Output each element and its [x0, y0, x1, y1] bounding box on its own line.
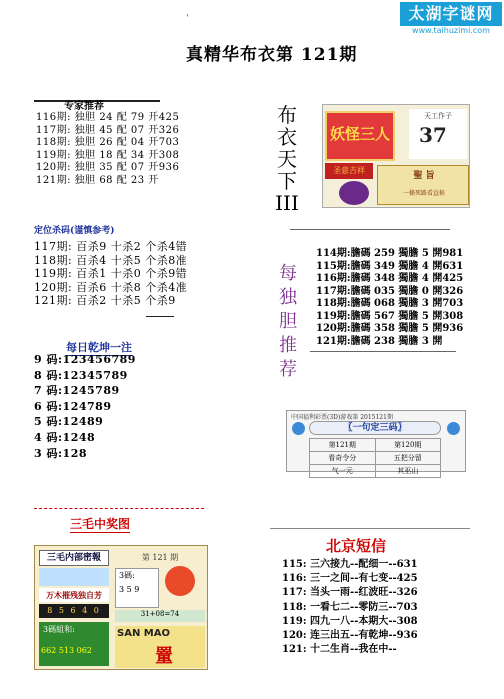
- vertical-char: III: [275, 191, 299, 215]
- sanmao-r4b: 罿: [155, 646, 173, 667]
- edict-title: 聖 旨: [413, 171, 435, 181]
- duodan-vertical-title: [275, 262, 301, 382]
- list-item: 117: 当头一雨--红波旺--326: [282, 587, 418, 599]
- globe-icon: [447, 422, 460, 435]
- sanmao-r2a: 3碼:: [119, 571, 135, 580]
- sanmao-l5a: 3碼組和:: [43, 625, 75, 634]
- list-item: 116期:膽碼 348 獨膽 4 開425: [316, 273, 464, 284]
- vertical-char: 天: [277, 147, 297, 171]
- sanmao-l5-box: [39, 622, 109, 666]
- list-item: 5 码:12489: [34, 415, 104, 429]
- list-item: 119期: 百杀1 十杀0 个杀9错: [34, 267, 188, 280]
- fc3d-picture: [286, 410, 466, 475]
- sanmao-banner-image: [39, 568, 109, 586]
- list-item: 6 码:124789: [34, 399, 112, 413]
- list-item: 120: 连三出五--有乾坤--936: [282, 630, 418, 642]
- table-cell: 其巫山: [375, 465, 441, 478]
- sanmao-l5b: 662 513 062: [41, 646, 92, 655]
- list-item: 121: 十二生肖--我在中--: [282, 644, 397, 656]
- list-item: 117期: 百杀9 十杀2 个杀4错: [34, 240, 188, 253]
- list-item: 117期: 独胆 45 配 07 开326: [36, 124, 180, 136]
- fc3d-header: 中国福利彩票(3D)游戏第 2015121期: [291, 414, 393, 421]
- fc3d-banner: 〖一句定三码〗: [309, 421, 441, 435]
- list-item: 121期: 百杀2 十杀5 个杀9: [34, 294, 176, 307]
- expert-list: [36, 112, 179, 187]
- edict-scroll: [377, 165, 469, 205]
- list-item: 118期: 百杀4 十杀5 个杀8准: [34, 253, 188, 267]
- table-cell: 五把分留: [375, 452, 441, 465]
- daily-header: 每日乾坤一注: [66, 341, 132, 354]
- sanmao-r4-box: [115, 626, 205, 668]
- list-item: 121期: 独胆 68 配 23 开: [36, 174, 159, 186]
- flower-icon: [165, 566, 195, 596]
- gold-label: 圣意吉祥: [325, 163, 373, 179]
- vertical-char: 下: [277, 169, 297, 193]
- list-item: 120期:膽碼 358 獨膽 5 開936: [316, 323, 464, 334]
- list-item: 120期: 独胆 35 配 07 开936: [36, 162, 180, 173]
- duodan-list: [316, 248, 463, 348]
- watermark-url: www.taihuzimi.com: [412, 26, 490, 35]
- kill-header: 定位杀码(谨慎参考): [34, 226, 115, 236]
- edict-subtitle: 一條死路看直候: [402, 190, 445, 197]
- stamp-box: [409, 109, 467, 159]
- section-divider: [270, 528, 470, 529]
- list-item: 117期:膽碼 035 獨膽 0 開326: [316, 285, 464, 297]
- vertical-char: 推: [279, 335, 297, 356]
- list-item: 119期: 独胆 18 配 34 开308: [36, 149, 180, 161]
- list-item: 4 码:1248: [34, 430, 96, 444]
- kill-list: [34, 240, 187, 308]
- sanmao-l1: 三毛内部密報: [39, 550, 109, 566]
- fc3d-table: [309, 438, 441, 478]
- sanmao-r4a: SAN MAO: [117, 628, 170, 639]
- globe-icon: [292, 422, 305, 435]
- list-item: 114期:膽碼 259 獨膽 5 開981: [316, 248, 464, 259]
- stamp-number: 37: [419, 123, 447, 147]
- list-item: 119: 四九一八--本期大--308: [282, 615, 418, 627]
- list-item: 118: 一看七二--零防三--703: [282, 601, 418, 613]
- table-cell: 气一元: [310, 465, 376, 478]
- list-item: 116期: 独胆 24 配 79 开425: [36, 112, 180, 123]
- table-cell: 看奇令分: [310, 452, 376, 465]
- list-item: 115: 三六接九--配细一--631: [282, 559, 418, 570]
- list-item: 118期: 独胆 26 配 04 开703: [36, 137, 180, 148]
- sanmao-r3: 31+08=74: [115, 610, 205, 622]
- grape-icon: [339, 181, 369, 205]
- sanmao-header: 三毛中奖图: [70, 517, 131, 531]
- section-divider: [290, 229, 450, 230]
- list-item: 7 码:1245789: [34, 384, 120, 398]
- page-title: 真精华布衣第 121期: [186, 45, 358, 65]
- list-item: 118期:膽碼 068 獨膽 3 開703: [316, 298, 464, 309]
- list-item: 3 码:128: [34, 446, 88, 460]
- list-item: 8 码:12345789: [34, 368, 128, 382]
- table-cell: 第120期: [375, 439, 441, 452]
- vertical-char: 独: [279, 287, 297, 308]
- list-item: 119期:膽碼 567 獨膽 5 開308: [316, 310, 464, 322]
- sanmao-picture: [34, 545, 208, 670]
- underline: [146, 316, 174, 317]
- daily-list: [34, 352, 136, 461]
- vertical-char: 布: [277, 103, 297, 127]
- sanmao-r2-box: [115, 568, 159, 608]
- list-item: 121期:膽碼 238 獨膽 3 開: [316, 335, 443, 347]
- beijing-header: 北京短信: [326, 537, 387, 555]
- list-item: 120期: 百杀6 十杀8 个杀4准: [34, 280, 188, 294]
- sanmao-r2b: 3 5 9: [119, 585, 140, 594]
- beijing-list: [282, 558, 418, 657]
- vertical-char: 衣: [277, 125, 297, 149]
- section-divider: [310, 351, 456, 352]
- vertical-char: 荐: [279, 359, 297, 380]
- sanmao-r1: 第 121 期: [141, 553, 179, 562]
- yaoguai-picture: [322, 104, 470, 208]
- sanmao-l3: 万木摧残独自芳: [39, 588, 109, 602]
- table-cell: 第121期: [310, 439, 376, 452]
- watermark-logo: 太湖字谜网: [400, 2, 502, 26]
- vertical-char: 每: [279, 263, 297, 284]
- corner-mark: ˈ: [186, 14, 189, 25]
- sanmao-l4: 8 5 6 4 0: [39, 604, 109, 618]
- vertical-char: 胆: [279, 311, 297, 332]
- list-item: 116: 三一之间--有七变--425: [282, 573, 418, 585]
- buyi-vertical-title: [274, 104, 300, 214]
- stamp-caption: 天工作子: [424, 112, 452, 120]
- red-banner-text: 妖怪三人: [329, 125, 390, 143]
- list-item: 115期:膽碼 349 獨膽 4 開631: [316, 260, 464, 272]
- list-item: 9 码:123456789: [34, 353, 136, 366]
- section-divider: [34, 508, 204, 510]
- expert-header: 专家推荐: [64, 101, 104, 112]
